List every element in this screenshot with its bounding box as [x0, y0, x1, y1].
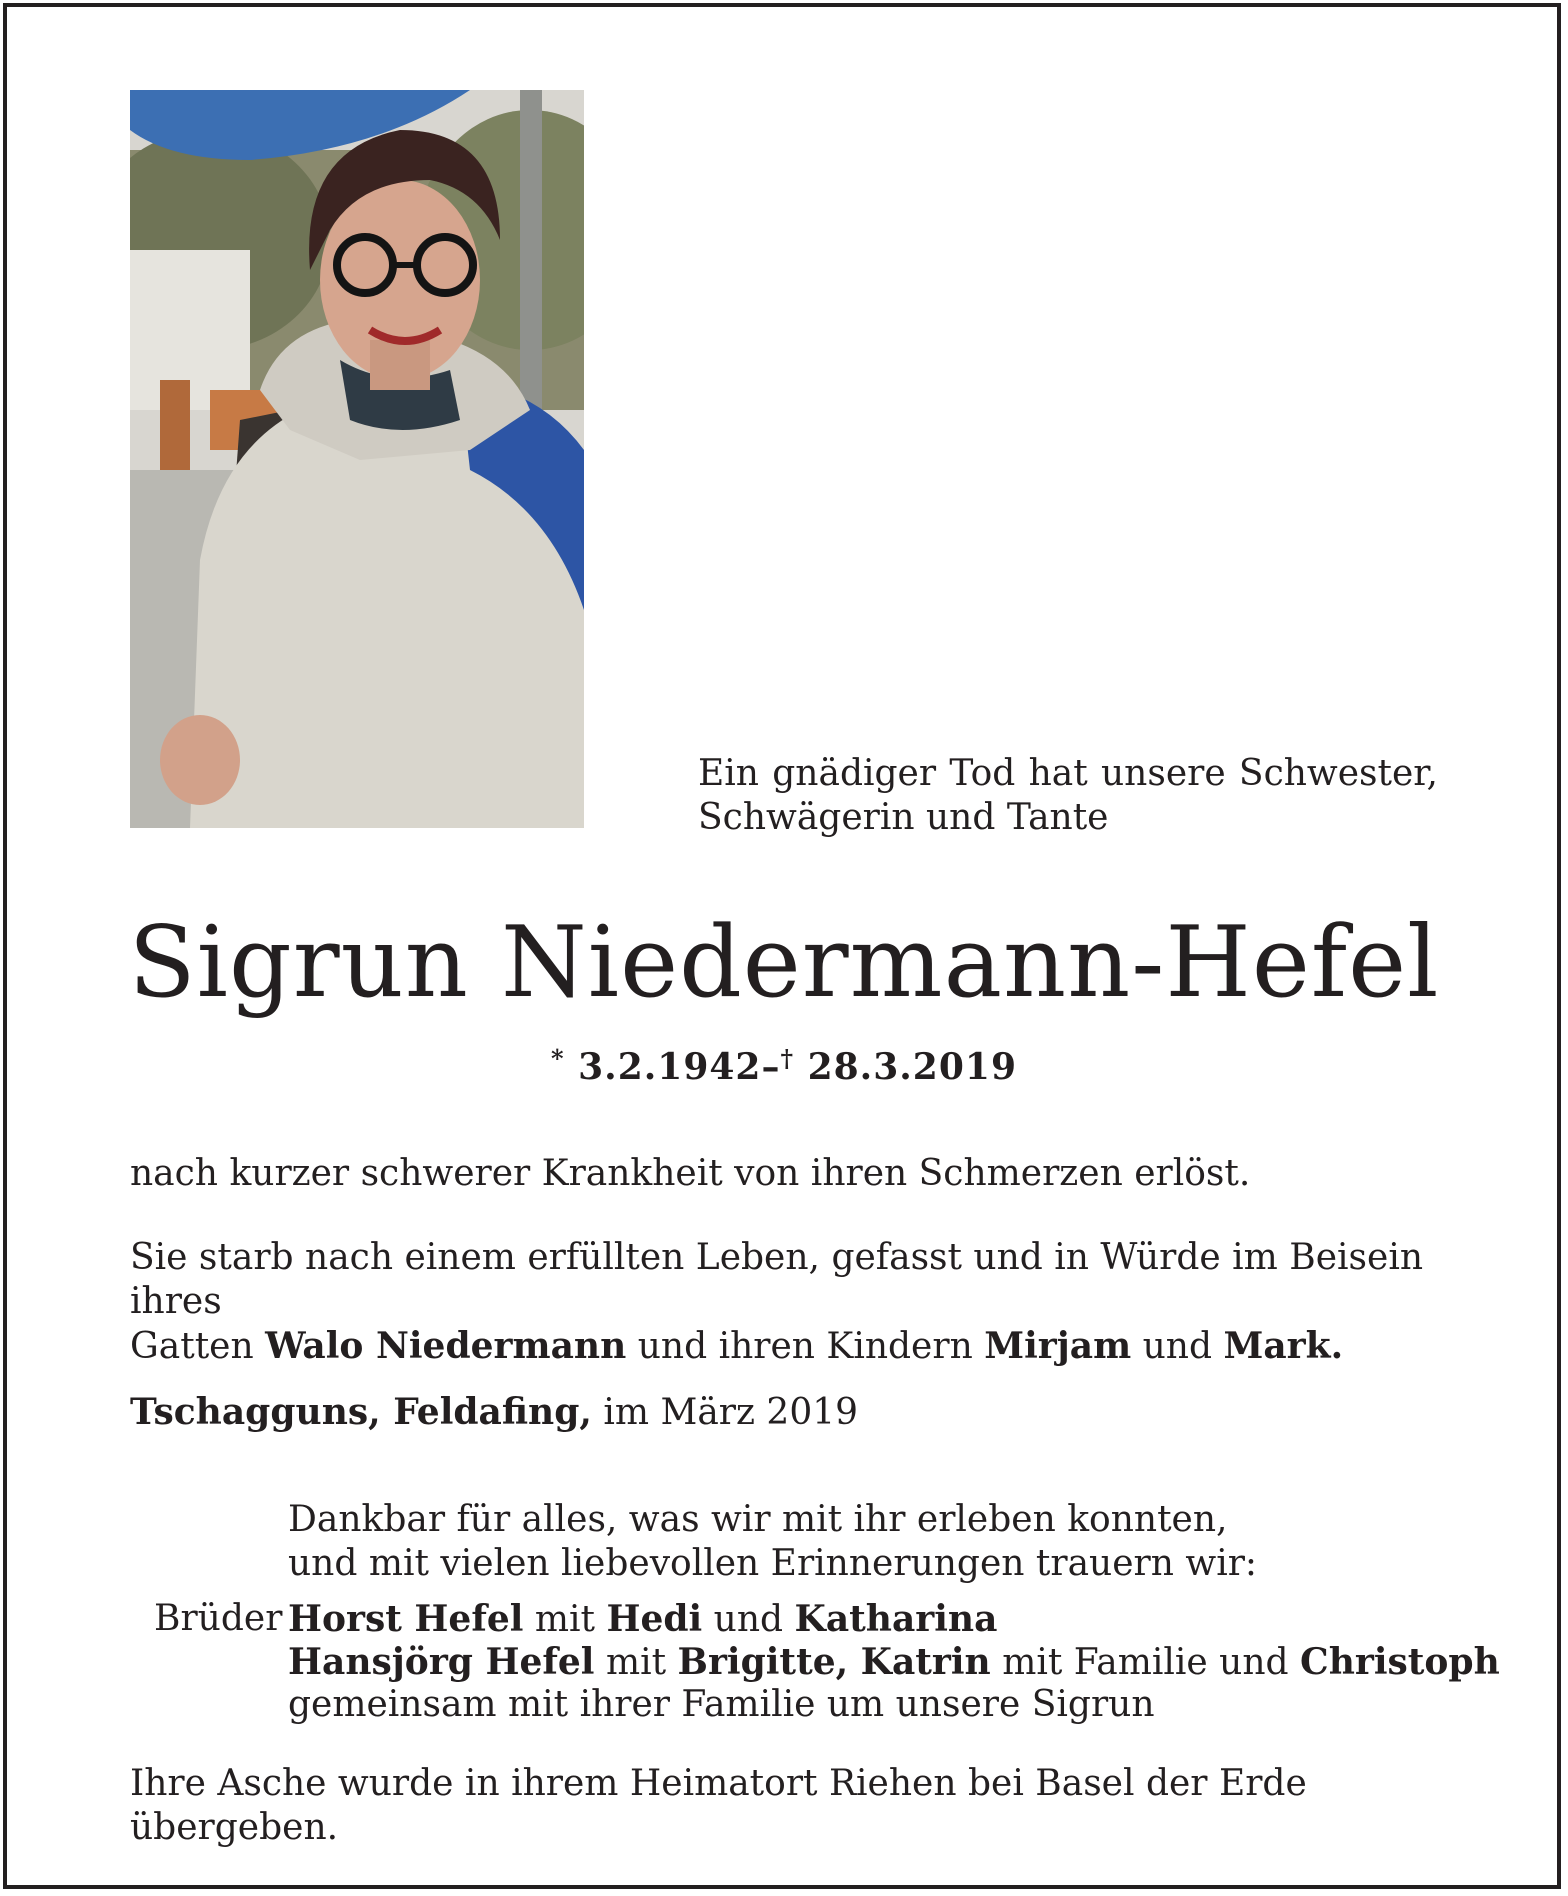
birth-symbol: * — [551, 1044, 565, 1073]
place-date-line — [130, 1390, 1440, 1435]
death-date: 28.3.2019 — [807, 1046, 1017, 1088]
brother-name-2: Hansjörg Hefel — [288, 1641, 595, 1683]
brother-child-2: Christoph — [1300, 1641, 1500, 1683]
mourner-connector: mit — [534, 1599, 595, 1640]
mourner-line-2 — [288, 1641, 1500, 1684]
passing-details — [130, 1236, 1440, 1369]
mourner-line-1 — [288, 1598, 1500, 1641]
burial-text: Ihre Asche wurde in ihrem Heimatort Riehen bei Basel der Erde übergeben. — [130, 1763, 1307, 1848]
thanks-line-2: und mit vielen liebevollen Erinnerungen trauern wir: — [288, 1543, 1258, 1584]
brother-name-1: Horst Hefel — [288, 1598, 524, 1640]
passing-details-text-2: Gatten — [130, 1326, 254, 1367]
passing-text: nach kurzer schwerer Krankheit von ihren Schmerzen erlöst. — [130, 1153, 1251, 1194]
thanks-line-1: Dankbar für alles, was wir mit ihr erleben konnten, — [288, 1499, 1228, 1540]
month-year: im März 2019 — [603, 1392, 859, 1433]
places: Tschagguns, Feldafing, — [130, 1391, 592, 1433]
brother-child-1: Katharina — [794, 1598, 998, 1640]
child-name-2: Mark. — [1223, 1325, 1344, 1367]
intro-text — [698, 752, 1438, 840]
mourner-connector: und — [713, 1599, 784, 1640]
spouse-name: Walo Niedermann — [265, 1325, 627, 1367]
intro-line-1: Ein gnädiger Tod hat unsere Schwester, — [698, 753, 1438, 794]
death-symbol: † — [780, 1044, 795, 1073]
child-name-1: Mirjam — [984, 1325, 1132, 1367]
passing-details-text-4: und — [1142, 1326, 1213, 1367]
birth-date: 3.2.1942 — [578, 1046, 762, 1088]
passing-details-text-1: Sie starb nach einem erfüllten Leben, gefasst und in Würde im Beisein ihres — [130, 1237, 1424, 1322]
brother-spouse-2: Brigitte, Katrin — [677, 1641, 991, 1683]
intro-line-2: Schwägerin und Tante — [698, 797, 1109, 838]
life-dates — [0, 1044, 1568, 1088]
portrait-photo — [130, 90, 584, 828]
mourner-closing: gemeinsam mit ihrer Familie um unsere Sigrun — [288, 1684, 1155, 1725]
mourner-connector: mit Familie und — [1002, 1642, 1289, 1683]
mourners-label: Brüder — [154, 1598, 283, 1639]
mourner-connector: mit — [605, 1642, 667, 1683]
brother-spouse-1: Hedi — [606, 1598, 703, 1640]
thanks-text — [288, 1498, 1257, 1586]
deceased-name: Sigrun Niedermann-Hefel — [128, 906, 1440, 1020]
passing-details-text-3: und ihren Kindern — [637, 1326, 973, 1367]
date-separator: – — [761, 1046, 781, 1088]
